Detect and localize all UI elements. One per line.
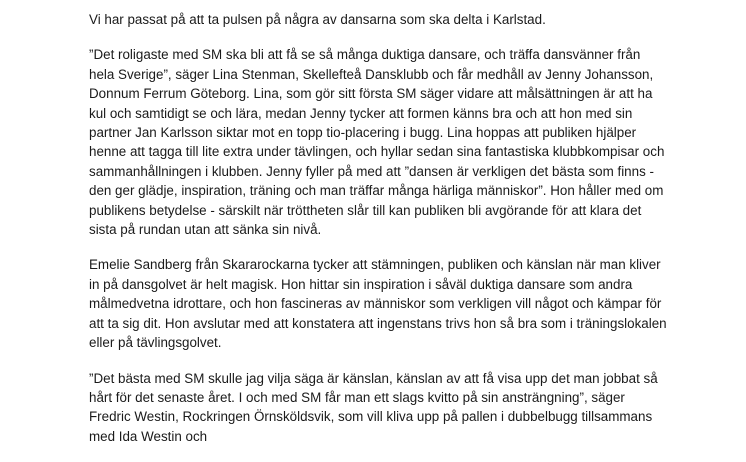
paragraph-emelie: Emelie Sandberg från Skararockarna tycker att stämningen, publiken och känslan när man kliver in på dansgolvet är helt magisk. Hon hittar sin inspiration i såväl duktiga dansare som andra målmedvetna idrottare, och hon fascineras av människor som verkligen vill något och kämpar för att ta sig dit. Hon avslutar med att konstatera att ingenstans trivs hon så bra som i träningslokalen eller på tävlingsgolvet. xyxy=(89,257,667,351)
paragraph-lina-jenny: ”Det roligaste med SM ska bli att få se så många duktiga dansare, och träffa dansvänner från hela Sverige”, säger Lina Stenman, Skellefteå Dansklubb och får medhåll av Jenny Johansson, Donnum Ferrum Göteborg. Lina, som gör sitt första SM säger vidare att målsättningen är att ha kul och samtidigt se och lära, medan Jenny tycker att formen känns bra och att hon med sin partner Jan Karlsson siktar mot en topp tio-placering i bugg. Lina hoppas att publiken hjälper henne att tagga till lite extra under tävlingen, och hyllar sedan sina fantastiska klubbkompisar och sammanhållningen i klubben. Jenny fyller på med att ”dansen är verkligen det bästa som finns - den ger glädje, inspiration, träning och man träffar många härliga människor”. Hon håller med om publikens betydelse - särskilt när tröttheten slår till kan publiken bli avgörande för att klara det sista på rundan utan att sänka sin nivå. xyxy=(89,47,665,238)
paragraph-fredric: ”Det bästa med SM skulle jag vilja säga är känslan, känslan av att få visa upp det man jobbat så hårt för det senaste året. I och med SM får man ett slags kvitto på sin ansträngning”, säger Fredric Westin, Rockringen Örnsköldsvik, som vill kliva upp på pallen i dubbelbugg tillsammans med Ida Westin och xyxy=(89,370,658,444)
document-body xyxy=(89,10,669,462)
paragraph-intro: Vi har passat på att ta pulsen på några av dansarna som ska delta i Karlstad. xyxy=(89,12,546,27)
